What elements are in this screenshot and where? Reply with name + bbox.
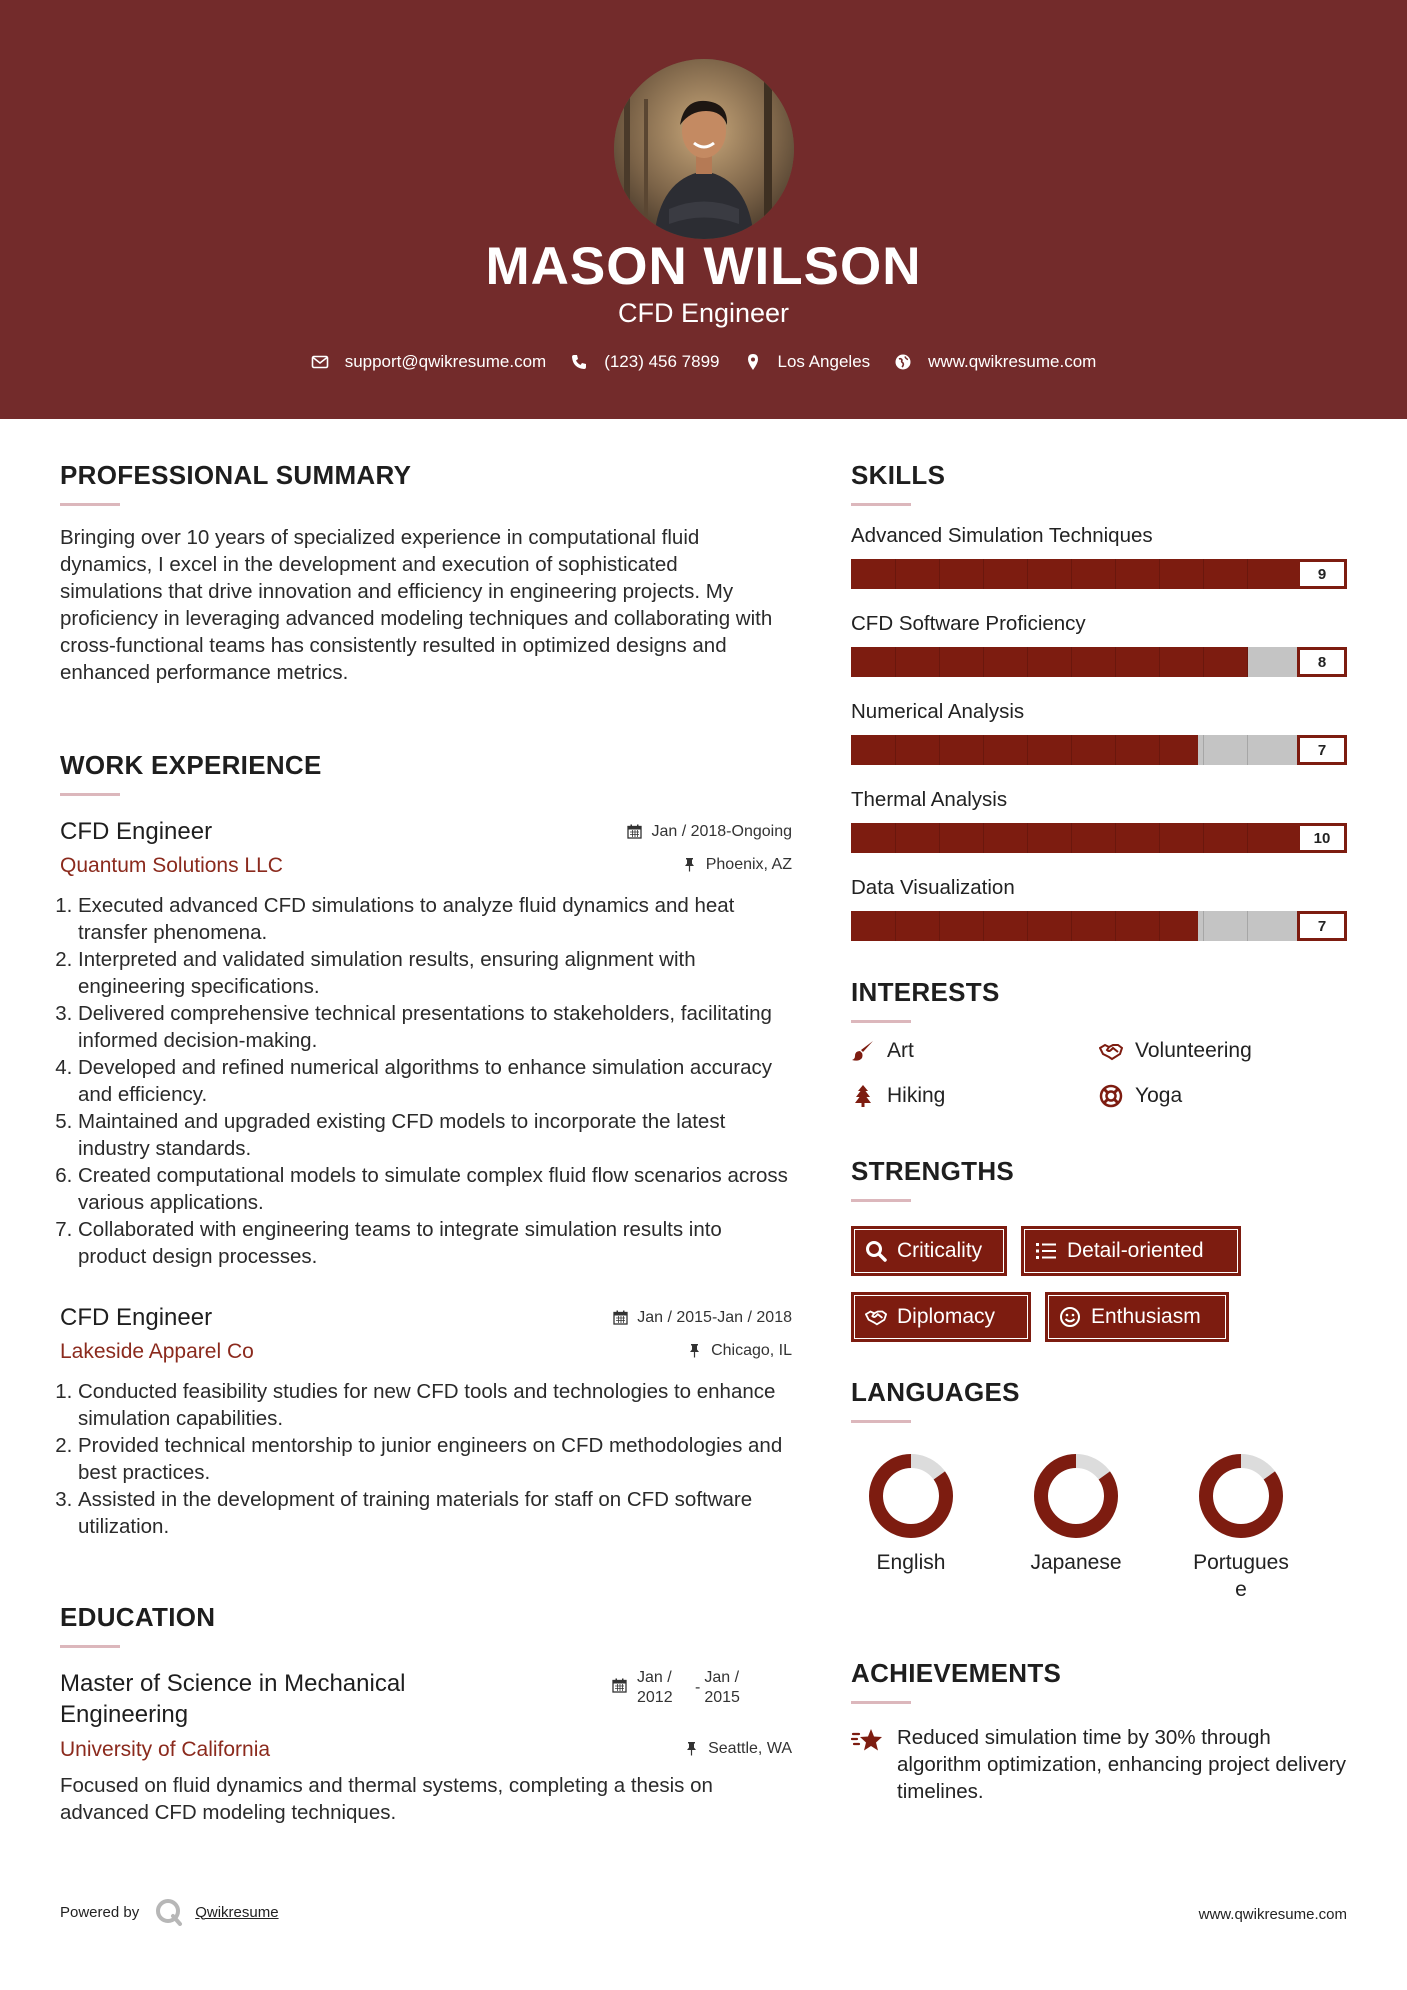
skill-bar-divider [1115,823,1116,853]
start-date: Jan / 2012 [637,1669,673,1706]
interest-item [851,1039,914,1063]
section-divider [851,1020,911,1023]
skill-bar-divider [939,559,940,589]
skill-bar-divider [1159,559,1160,589]
contact-location [744,352,871,372]
section-heading: SKILLS [851,460,946,490]
language-name: English [876,1551,946,1574]
section-heading: STRENGTHS [851,1156,1015,1186]
interests-section [851,977,1347,1127]
section-heading: LANGUAGES [851,1377,1020,1407]
skill-bar-divider [1247,911,1248,941]
handshake-icon [1099,1039,1123,1063]
company-name: Quantum Solutions LLC [60,854,283,877]
section-divider [851,1420,911,1423]
skill-bar-divider [983,735,984,765]
skill-bar-divider [1071,647,1072,677]
job-position: CFD Engineer [60,1304,213,1331]
interest-label: Art [887,1039,914,1062]
languages-section [851,1377,1347,1627]
skill-bar-fill [851,647,1248,677]
language-name: Japanese [1030,1551,1122,1574]
skill-bar-divider [1203,559,1204,589]
strength-tag [1045,1292,1229,1342]
skills-section [851,460,1347,941]
summary-section [60,460,792,686]
powered-by-label: Powered by [60,1903,140,1921]
skill-bar [851,559,1347,589]
language-item [1181,1453,1301,1603]
skill-bar-divider [1071,735,1072,765]
skill-bar-divider [1159,735,1160,765]
handshake-icon [865,1306,887,1328]
education-section [60,1602,792,1826]
skill-bar-divider [1159,911,1160,941]
resume-header [0,0,1407,419]
contact-phone[interactable] [570,352,719,372]
section-heading: PROFESSIONAL SUMMARY [60,460,412,490]
skill-bar-divider [939,911,940,941]
job-dates [627,823,792,841]
paintbrush-icon [851,1039,875,1063]
skill-bar-divider [1071,911,1072,941]
section-heading: INTERESTS [851,977,1000,1007]
left-column [60,460,792,1824]
strength-label: Criticality [897,1239,983,1262]
interest-item [1099,1084,1182,1108]
skill-bar-fill [851,735,1198,765]
skill-bar-divider [1071,823,1072,853]
skill-bar-divider [895,823,896,853]
search-icon [865,1240,887,1262]
section-heading: ACHIEVEMENTS [851,1658,1062,1688]
list-item: 1. Executed advanced CFD simulations to analyze fluid dynamics and heat transfer phenomena. [78,892,792,946]
experience-section [60,750,792,1540]
skill-name: Numerical Analysis [851,700,1025,723]
skill-score: 7 [1297,735,1347,765]
job-location-text: Phoenix, AZ [705,855,792,873]
contact-email[interactable] [311,352,547,372]
education-description: Focused on fluid dynamics and thermal systems, completing a thesis on advanced CFD modeling techniques. [60,1774,713,1824]
skill-bar [851,823,1347,853]
phone-icon [570,353,588,371]
footer-powered-by [60,1898,279,1926]
phone-text: (123) 456 7899 [604,352,720,371]
language-donut [1181,1453,1301,1543]
contact-bar [0,352,1407,372]
brand-link[interactable]: Qwikresume [195,1903,279,1921]
skill-bar-divider [1203,823,1204,853]
company-name: Lakeside Apparel Co [60,1340,254,1363]
pushpin-icon [684,1741,699,1756]
right-column [851,460,1347,1803]
skill-bar-divider [1159,647,1160,677]
skill-bar-divider [1071,559,1072,589]
skill-item [851,876,1347,941]
star-award-icon [851,1726,885,1756]
end-date: Jan / 2015 [704,1669,740,1706]
job-position: CFD Engineer [60,818,213,845]
pushpin-icon [687,1343,702,1358]
skill-bar-divider [939,735,940,765]
skill-bar-divider [1247,559,1248,589]
list-item: 5. Maintained and upgraded existing CFD models to incorporate the latest industry standards. [78,1108,792,1162]
job-entry [60,818,792,1270]
language-donut [1016,1453,1136,1543]
skill-score: 7 [1297,911,1347,941]
contact-website[interactable] [894,352,1096,372]
candidate-name: MASON WILSON [485,237,922,296]
job-location [687,1342,792,1360]
section-divider [60,793,120,796]
smiley-icon [1059,1306,1081,1328]
skill-bar-divider [1115,911,1116,941]
pushpin-icon [682,857,697,872]
section-heading: WORK EXPERIENCE [60,750,322,780]
calendar-icon [612,1678,627,1693]
strength-tag [851,1226,1007,1276]
skill-bar-divider [983,559,984,589]
footer-website[interactable]: www.qwikresume.com [1198,1906,1347,1923]
job-title: CFD Engineer [617,298,790,328]
map-pin-icon [744,353,762,371]
skill-name: Advanced Simulation Techniques [851,524,1153,547]
skill-bar-divider [1115,647,1116,677]
language-item [1016,1453,1136,1576]
job-location-text: Chicago, IL [711,1341,792,1359]
job-location [682,856,792,874]
strength-label: Detail-oriented [1067,1239,1204,1262]
list-item: 4. Developed and refined numerical algorithms to enhance simulation accuracy and efficiency. [78,1054,792,1108]
skill-bar-divider [983,911,984,941]
skill-name: Thermal Analysis [851,788,1008,811]
strength-label: Enthusiasm [1091,1305,1201,1328]
skill-bar-divider [1027,647,1028,677]
skill-item [851,700,1347,765]
section-divider [851,1701,911,1704]
job-responsibilities [60,892,792,1270]
strength-tag [851,1292,1031,1342]
interest-label: Volunteering [1135,1039,1252,1062]
strength-label: Diplomacy [897,1305,996,1328]
list-item: 2. Provided technical mentorship to junior engineers on CFD methodologies and best practices. [78,1432,792,1486]
interest-item [1099,1039,1252,1063]
job-dates-text: Jan / 2018-Ongoing [651,822,792,840]
job-dates [613,1309,792,1327]
skills-list [851,524,1347,941]
school-location [684,1740,792,1758]
skill-bar-divider [1247,735,1248,765]
skill-bar-divider [895,647,896,677]
section-divider [851,503,911,506]
website-text: www.qwikresume.com [928,352,1097,371]
skill-bar-divider [1159,823,1160,853]
skill-item [851,612,1347,677]
globe-icon [894,353,912,371]
section-heading: EDUCATION [60,1602,216,1632]
interest-item [851,1084,945,1108]
calendar-icon [627,824,642,839]
skill-bar-divider [983,647,984,677]
language-donut [851,1453,971,1543]
skill-bar-divider [1203,735,1204,765]
skill-bar-divider [1027,911,1028,941]
list-item: 7. Collaborated with engineering teams to integrate simulation results into product design processes. [78,1216,792,1270]
school-location-text: Seattle, WA [708,1739,792,1757]
skill-bar-fill [851,823,1347,853]
interest-label: Yoga [1135,1084,1183,1107]
strength-tag [1021,1226,1241,1276]
date-separator: - [695,1679,701,1696]
achievement-text: Reduced simulation time by 30% through algorithm optimization, enhancing project delivery timelines. [897,1726,1346,1803]
skill-score: 10 [1297,823,1347,853]
list-item: 6. Created computational models to simulate complex fluid flow scenarios across various applications. [78,1162,792,1216]
skill-bar [851,911,1347,941]
skill-name: CFD Software Proficiency [851,612,1086,635]
skill-bar-divider [1027,559,1028,589]
achievements-section [851,1658,1347,1818]
list-icon [1035,1240,1057,1262]
skill-bar-divider [1247,823,1248,853]
education-dates [612,1668,758,1708]
skill-bar-divider [895,735,896,765]
skill-item [851,524,1347,589]
section-divider [851,1199,911,1202]
language-name: Portugues e [1193,1551,1289,1601]
school-name: University of California [60,1738,271,1761]
skill-bar-divider [1115,735,1116,765]
skill-score: 9 [1297,559,1347,589]
skill-bar-divider [895,559,896,589]
skill-bar-divider [895,911,896,941]
skill-bar [851,735,1347,765]
job-responsibilities [60,1378,792,1540]
qwikresume-logo-icon [155,1898,183,1926]
interest-label: Hiking [887,1084,946,1107]
person-photo-icon [614,59,794,239]
degree-name: Master of Science in Mechanical Engineering [60,1670,406,1728]
calendar-icon [613,1310,628,1325]
skill-bar-divider [1203,911,1204,941]
skill-bar-divider [939,823,940,853]
skill-item [851,788,1347,853]
list-item: 2. Interpreted and validated simulation results, ensuring alignment with engineering specifications. [78,946,792,1000]
strengths-section [851,1156,1347,1336]
summary-text: Bringing over 10 years of specialized experience in computational fluid dynamics, I excel in the development and execution of sophisticated simulations that drive innovation and efficiency in engineering projects. My proficiency in leveraging advanced modeling techniques and collaborating with cross-functional teams has consistently resulted in optimized designs and enhanced performance metrics. [60,526,773,684]
skill-bar-divider [1203,647,1204,677]
skill-bar-divider [1115,559,1116,589]
skill-bar-divider [1247,647,1248,677]
skill-bar [851,647,1347,677]
skill-bar-divider [1027,735,1028,765]
list-item: 3. Assisted in the development of training materials for staff on CFD software utilization. [78,1486,792,1540]
email-text: support@qwikresume.com [344,352,547,371]
tree-icon [851,1084,875,1108]
envelope-icon [311,353,329,371]
skill-bar-fill [851,559,1297,589]
skill-bar-fill [851,911,1198,941]
language-item [851,1453,971,1576]
achievement-item [851,1724,1347,1805]
skill-bar-divider [939,647,940,677]
section-divider [60,503,120,506]
section-divider [60,1645,120,1648]
list-item: 1. Conducted feasibility studies for new CFD tools and technologies to enhance simulation capabilities. [78,1378,792,1432]
list-item: 3. Delivered comprehensive technical presentations to stakeholders, facilitating informed decision-making. [78,1000,792,1054]
skill-bar-divider [1027,823,1028,853]
skill-score: 8 [1297,647,1347,677]
skill-bar-divider [983,823,984,853]
profile-photo [614,59,794,239]
job-dates-text: Jan / 2015-Jan / 2018 [637,1308,792,1326]
skill-name: Data Visualization [851,876,1015,899]
job-entry [60,1304,792,1540]
location-text: Los Angeles [777,352,871,371]
lifebuoy-icon [1099,1084,1123,1108]
